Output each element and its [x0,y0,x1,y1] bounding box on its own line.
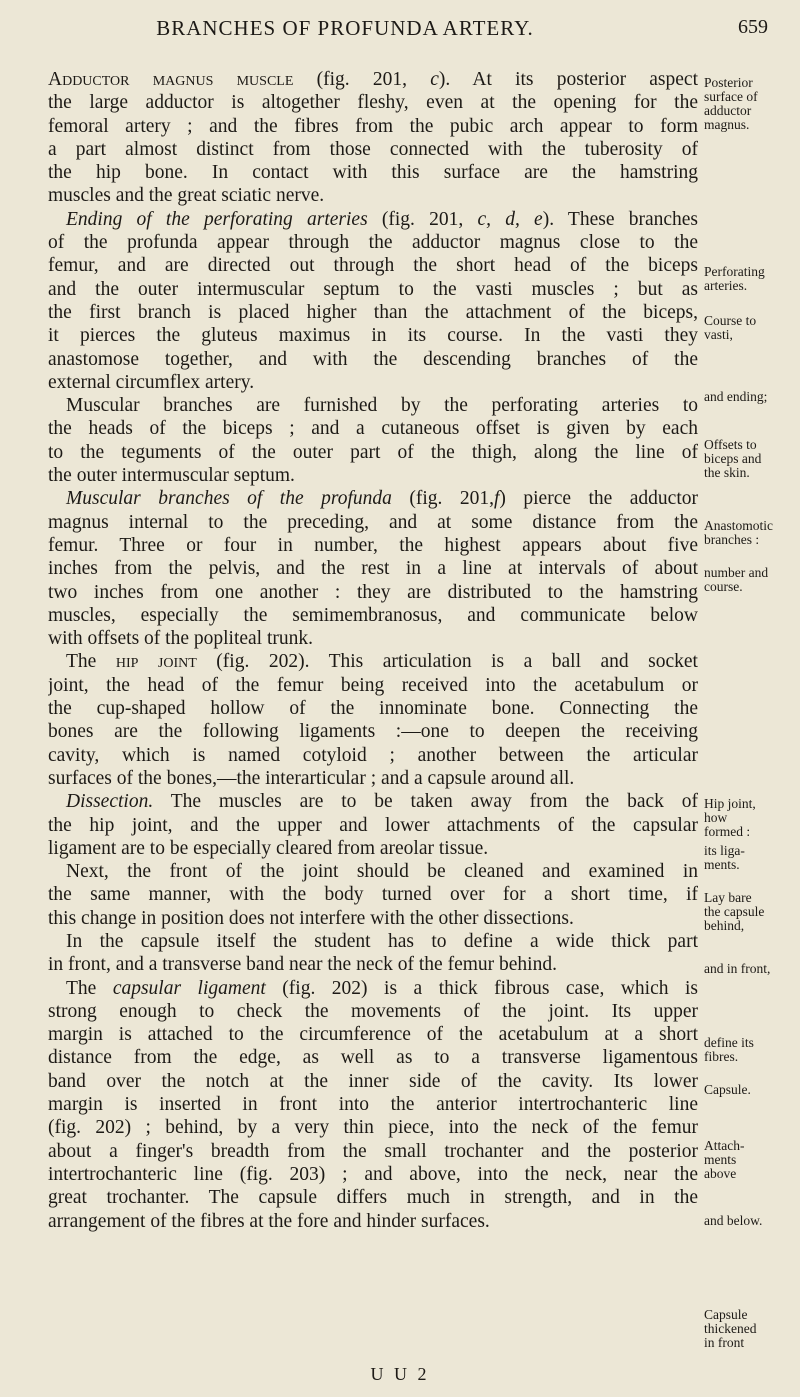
text-segment: (fig. 202) is a thick fibrous case, which is [265,977,698,999]
margin-note-line: Anastomotic [704,518,773,533]
text-segment: femoral artery ; and the fibres from the pubic arch appear to form [48,115,698,137]
text-line [48,744,698,767]
text-segment: strong enough to check the movements of the joint. Its upper [48,1000,698,1022]
margin-note [704,891,800,933]
text-segment: in front, and a transverse band near the neck of the femur behind. [48,954,557,976]
text-line [48,1023,698,1046]
text-segment: f [494,488,500,510]
text-segment: Dissection. [66,791,154,813]
text-segment: cavity, which is named cotyloid ; another between the articular [48,744,698,766]
margin-note [704,519,800,547]
text-segment: muscles and the great sciatic nerve. [48,185,325,207]
text-segment: the large adductor is altogether fleshy, even at the opening for the [48,92,698,114]
margin-note [704,1308,800,1350]
text-line [48,674,698,697]
margin-note-line: behind, [704,918,745,933]
text-segment: it pierces the gluteus maximus in its course. In the vasti they [48,325,698,347]
text-line [48,883,698,906]
margin-note-line: how [704,810,728,825]
text-line [48,581,698,604]
text-line [48,1140,698,1163]
text-line [48,790,698,813]
text-line [48,91,698,114]
text-segment: arrangement of the fibres at the fore and hinder surfaces. [48,1210,490,1232]
text-segment: Muscular branches of the profunda [66,488,392,510]
margin-note-line: the capsule [704,904,765,919]
text-line [48,231,698,254]
text-line [48,953,698,976]
margin-note-line: ments [704,1152,737,1167]
page-number: 659 [738,16,768,38]
margin-note-line: arteries. [704,278,748,293]
text-segment: femur. Three or four in number, the highest appears about five [48,534,698,556]
margin-note-line: branches : [704,532,760,547]
text-segment: capsular ligament [112,977,266,999]
text-segment: The [66,977,113,999]
text-line [48,604,698,627]
text-segment: (fig. 202) ; behind, by a very thin piece, into the neck of the femur [48,1117,698,1139]
text-line [48,1093,698,1116]
text-segment: intertrochanteric line (fig. 203) ; and above, into the neck, near the [48,1163,698,1185]
page-header [0,16,800,46]
margin-note-line: ments. [704,857,740,872]
text-line [48,138,698,161]
text-segment: of the profunda appear through the adductor magnus close to the [48,232,698,254]
text-segment: the cup-shaped hollow of the innominate bone. Connecting the [48,698,698,720]
text-line [48,464,698,487]
margin-note-line: Capsule. [704,1082,751,1097]
text-line [48,907,698,930]
margin-note-line: define its [704,1035,754,1050]
text-line [48,1163,698,1186]
margin-note-line: and ending; [704,389,768,404]
text-segment: The muscles are to be taken away from the back of [153,791,698,813]
text-line [48,650,698,673]
text-line [48,278,698,301]
signature-mark: U U 2 [370,1364,430,1384]
margin-note-line: Posterior [704,75,753,90]
text-segment: In the capsule itself the student has to define a wide thick part [66,930,698,952]
text-segment: the hip bone. In contact with this surface are the hamstring [48,162,698,184]
margin-note-line: Hip joint, [704,796,756,811]
text-segment: The [66,651,116,673]
text-segment: a part almost distinct from those connected with the tuberosity of [48,138,698,160]
text-segment: magnus internal to the preceding, and at some distance from the [48,511,698,533]
text-segment: ) pierce the adductor [499,488,698,510]
text-line [48,184,698,207]
text-line [48,254,698,277]
text-segment: Next, the front of the joint should be cleaned and examined in [66,861,698,883]
margin-note-line: surface of [704,89,758,104]
text-segment: ligament are to be especially cleared from areolar tissue. [48,837,489,859]
text-line [48,814,698,837]
text-segment: (fig. 202). This articulation is a ball and socket [196,651,698,673]
margin-note [704,314,800,342]
margin-note-line: above [704,1166,737,1181]
text-segment: muscles, especially the semimembranosus, and communicate below [48,604,698,626]
running-title: BRANCHES OF PROFUNDA ARTERY. [156,16,534,40]
text-line [48,301,698,324]
text-line [48,348,698,371]
margin-note-line: Capsule [704,1307,748,1322]
text-segment: margin is attached to the circumference of the acetabulum at a short [48,1024,698,1046]
text-segment: two inches from one another : they are distributed to the hamstring [48,581,698,603]
text-line [48,767,698,790]
text-line [48,1116,698,1139]
text-segment: distance from the edge, as well as to a transverse ligamentous [48,1047,698,1069]
text-segment: anastomose together, and with the descending branches of the [48,348,698,370]
text-segment: to the teguments of the outer part of the thigh, along the line of [48,441,698,463]
margin-note-line: and below. [704,1213,763,1228]
margin-note [704,962,800,976]
text-segment: the heads of the biceps ; and a cutaneous offset is given by each [48,418,698,440]
margin-note [704,390,800,404]
text-line [48,1046,698,1069]
margin-note-line: the skin. [704,465,750,480]
text-segment: external circumflex artery. [48,371,255,393]
text-segment: ). At its posterior aspect [438,69,698,90]
text-line [48,1070,698,1093]
text-line [48,627,698,650]
margin-note [704,1083,800,1097]
text-segment: Adductor magnus muscle [48,69,294,90]
text-line [48,511,698,534]
margin-note [704,76,800,132]
text-line [48,1000,698,1023]
text-segment: great trochanter. The capsule differs much in strength, and in the [48,1187,698,1209]
margin-note-line: biceps and [704,451,762,466]
text-segment: with offsets of the popliteal trunk. [48,628,314,650]
text-segment: bones are the following ligaments :—one to deepen the receiving [48,721,698,743]
margin-note [704,265,800,293]
text-segment: (fig. 201, [391,488,494,510]
margin-note-line: and in front, [704,961,771,976]
text-line [48,977,698,1000]
margin-note-line: Perforating [704,264,765,279]
margin-note-line: magnus. [704,117,750,132]
text-line [48,487,698,510]
margin-note-line: vasti, [704,327,733,342]
text-segment: the outer intermuscular septum. [48,465,295,487]
margin-notes [704,0,800,1397]
text-segment: and the outer intermuscular septum to the vasti muscles ; but as [48,278,698,300]
text-segment: the same manner, with the body turned over for a short time, if [48,884,698,906]
text-segment: this change in position does not interfere with the other dissections. [48,907,574,929]
margin-note [704,1214,800,1228]
text-line [48,371,698,394]
margin-note-line: Lay bare [704,890,752,905]
text-segment: inches from the pelvis, and the rest in a line at intervals of about [48,558,698,580]
text-segment: Ending of the perforating arteries [66,208,368,230]
text-line [48,860,698,883]
text-segment: (fig. 201, [367,208,478,230]
margin-note [704,1036,800,1064]
margin-note [704,1139,800,1181]
text-line [48,324,698,347]
margin-note-line: Offsets to [704,437,757,452]
text-line [48,930,698,953]
margin-note-line: its liga- [704,843,745,858]
margin-note [704,797,800,839]
text-segment: ). These branches [542,208,698,230]
margin-note [704,566,800,594]
margin-note-line: adductor [704,103,752,118]
margin-note-line: course. [704,579,743,594]
text-segment: about a finger's breadth from the small trochanter and the posterior [48,1140,698,1162]
text-line [48,394,698,417]
text-segment: c, d, e [477,208,543,230]
text-segment: Muscular branches are furnished by the perforating arteries to [66,395,698,417]
text-line [48,837,698,860]
text-line [48,161,698,184]
margin-note [704,844,800,872]
text-segment: band over the notch at the inner side of the cavity. Its lower [48,1070,698,1092]
text-line [48,1186,698,1209]
text-line [48,720,698,743]
text-line [48,1210,698,1233]
margin-note-line: Attach- [704,1138,745,1153]
text-segment: c [430,69,439,90]
text-line [48,208,698,231]
margin-note-line: number and [704,565,769,580]
text-segment: hip joint [115,651,197,673]
margin-note-line: thickened [704,1321,757,1336]
text-segment: margin is inserted in front into the anterior intertrochanteric line [48,1094,698,1116]
text-segment: femur, and are directed out through the short head of the biceps [48,255,698,277]
text-line [48,557,698,580]
text-line [48,534,698,557]
text-segment: (fig. 201, [293,69,431,90]
body-text [48,68,698,1233]
margin-note-line: formed : [704,824,751,839]
margin-note-line: fibres. [704,1049,739,1064]
text-line [48,68,698,91]
margin-note [704,438,800,480]
margin-note-line: in front [704,1335,745,1350]
text-segment: the first branch is placed higher than the attachment of the biceps, [48,301,698,323]
text-segment: the hip joint, and the upper and lower attachments of the capsular [48,814,698,836]
margin-note-line: Course to [704,313,757,328]
text-segment: surfaces of the bones,—the interarticular ; and a capsule around all. [48,767,575,789]
text-line [48,417,698,440]
text-line [48,441,698,464]
text-line [48,115,698,138]
text-segment: joint, the head of the femur being received into the acetabulum or [48,674,698,696]
text-line [48,697,698,720]
